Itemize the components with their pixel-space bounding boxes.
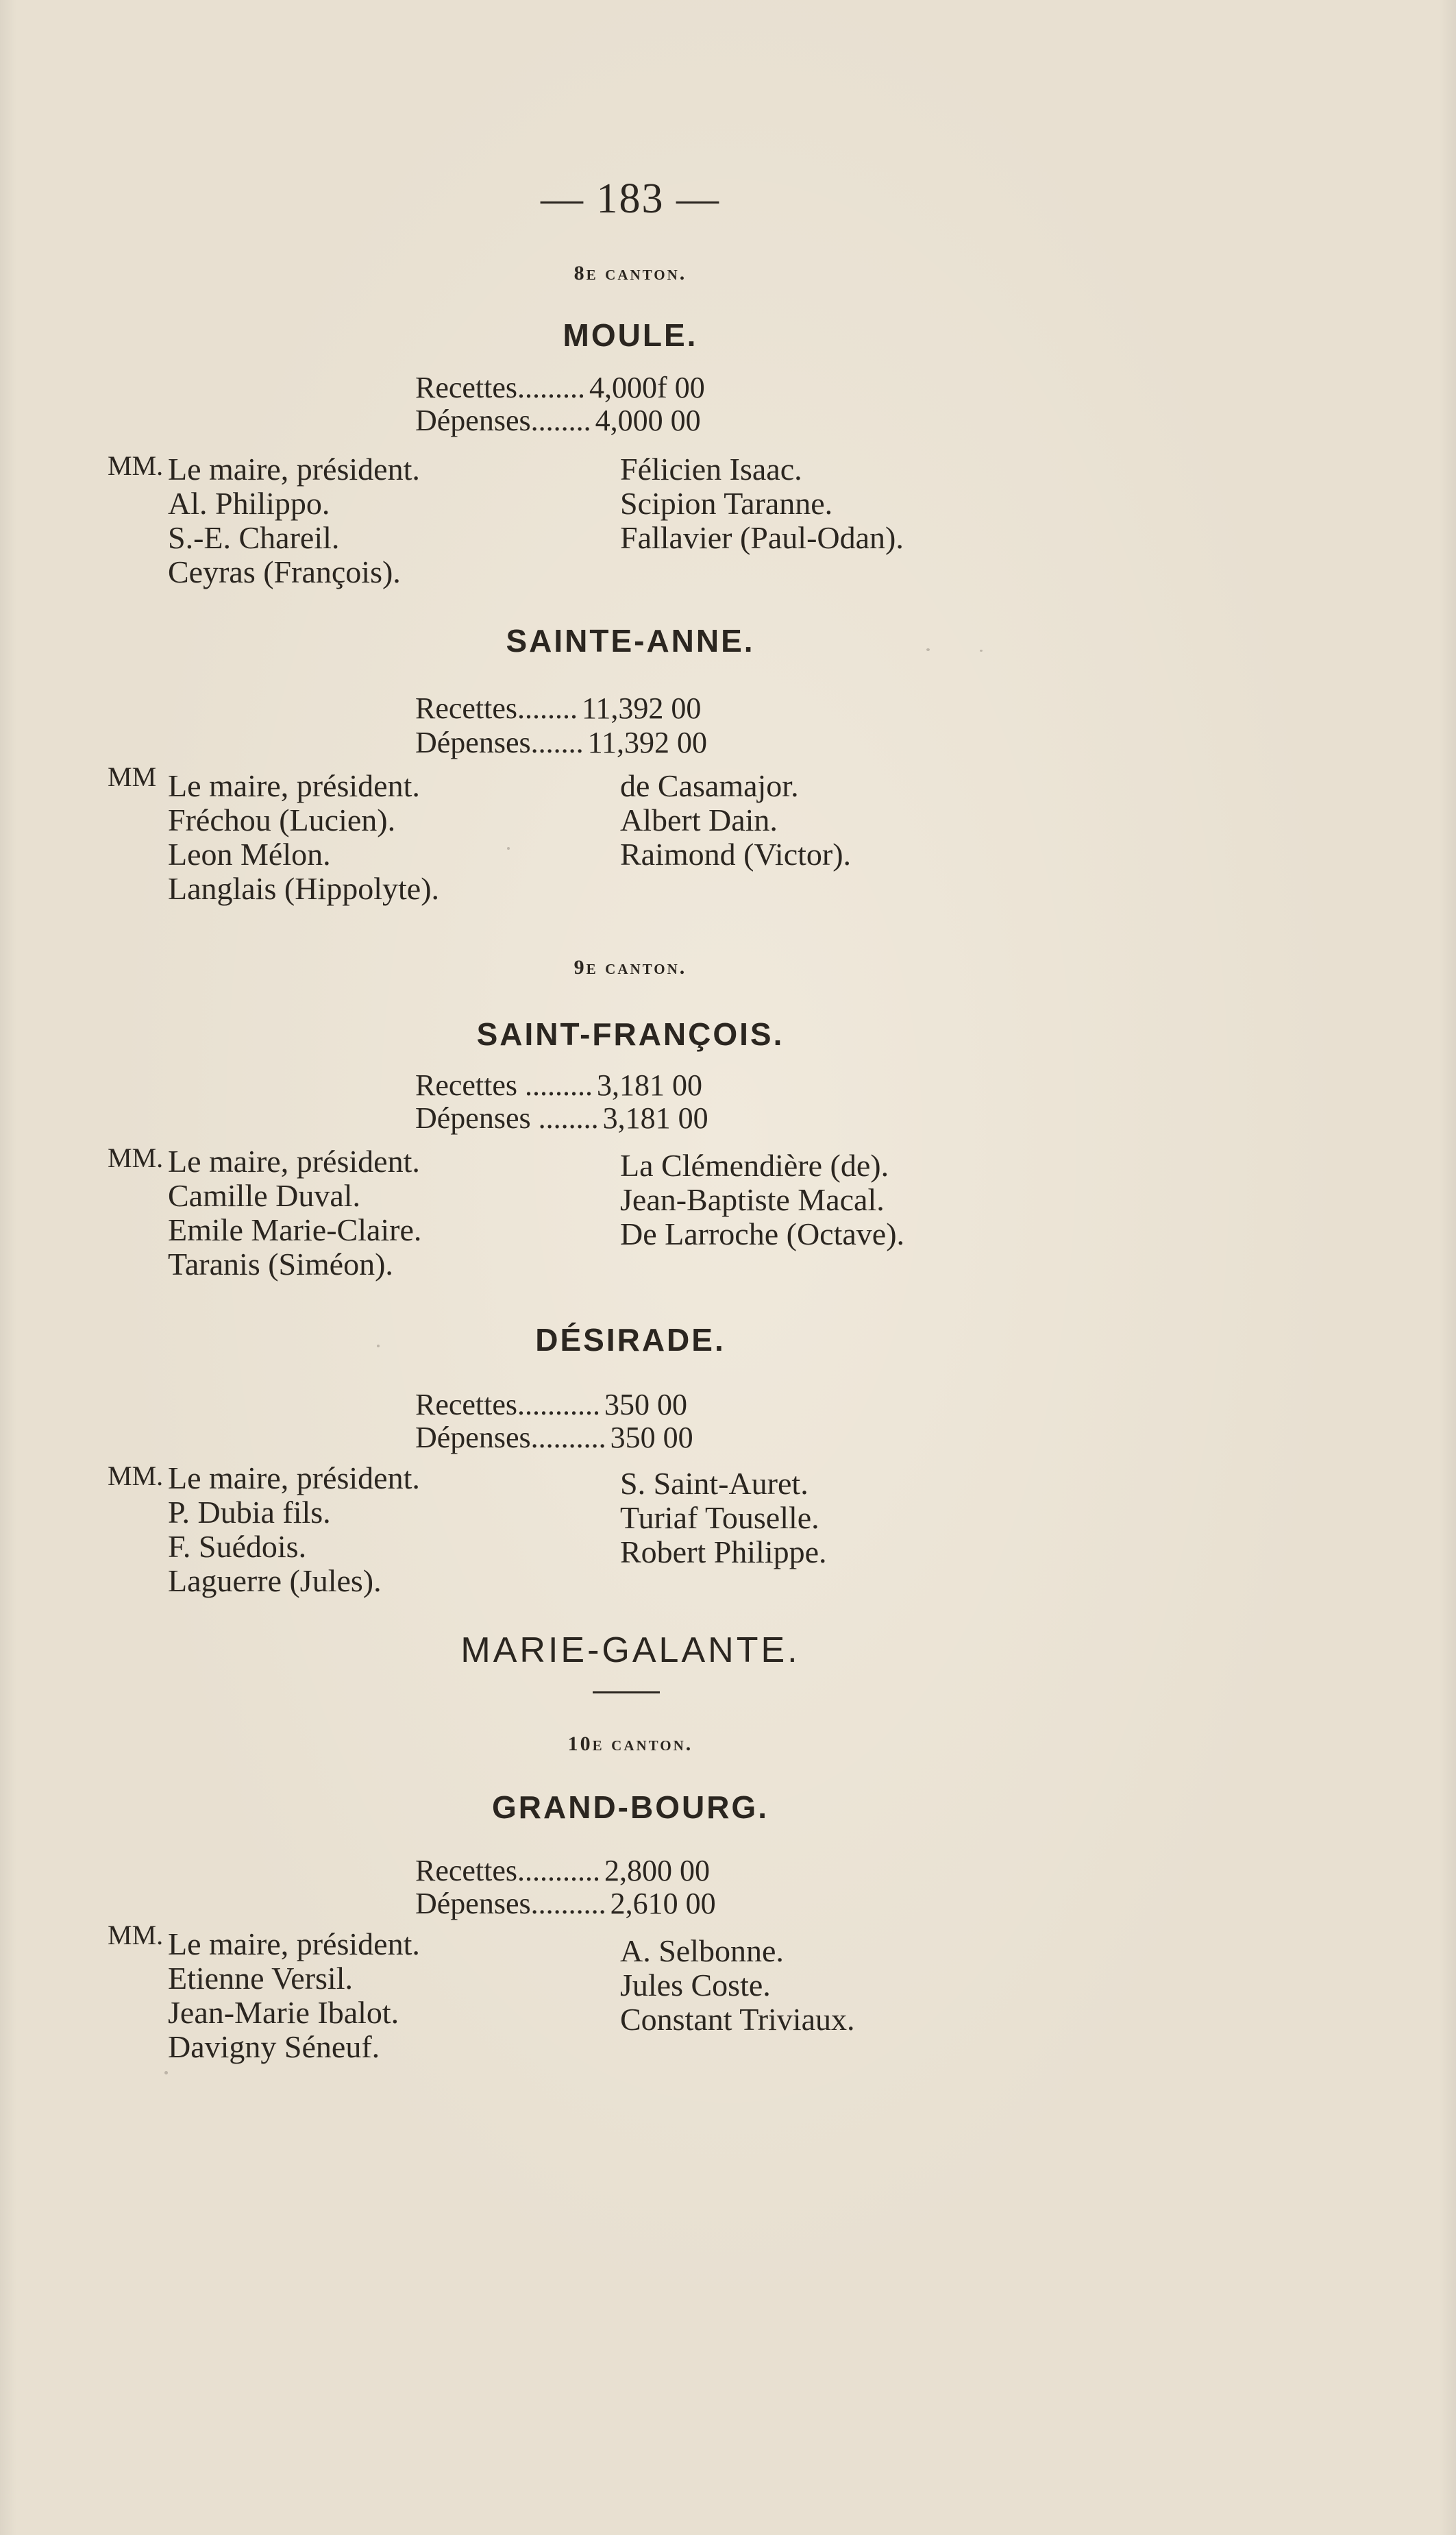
member-right: Raimond (Victor). [620, 837, 852, 872]
paper-speck [926, 648, 930, 651]
depenses-line [415, 725, 707, 760]
commune-heading-moule: MOULE. [563, 317, 698, 353]
member-left: Davigny Séneuf. [168, 2029, 380, 2064]
member-right: Fallavier (Paul-Odan). [620, 520, 904, 555]
recettes-line [415, 1387, 687, 1422]
canton-heading-9: 9e canton. [573, 956, 687, 979]
recettes-label: Recettes......... [415, 371, 586, 404]
depenses-label: Dépenses.......... [415, 1421, 606, 1454]
member-left: Le maire, président. [168, 1926, 420, 1961]
recettes-label: Recettes........... [415, 1388, 601, 1421]
member-right: Robert Philippe. [620, 1534, 827, 1569]
commune-heading-sainte-anne: SAINTE-ANNE. [506, 623, 755, 659]
mm-label: MM. [108, 1920, 164, 1950]
member-right: Jules Coste. [620, 1968, 771, 2003]
mm-label: MM. [108, 1460, 164, 1491]
recettes-amount: 4,000f 00 [589, 371, 705, 404]
commune-heading-grand-bourg: GRAND-BOURG. [492, 1789, 769, 1825]
member-right: Turiaf Touselle. [620, 1500, 819, 1535]
member-right: S. Saint-Auret. [620, 1466, 809, 1501]
depenses-amount: 350 00 [610, 1421, 693, 1454]
recettes-amount: 350 00 [604, 1388, 688, 1421]
member-left: Laguerre (Jules). [168, 1563, 382, 1598]
paper-speck [377, 1345, 380, 1347]
depenses-amount: 3,181 00 [602, 1101, 708, 1135]
page-number: — 183 — [541, 175, 720, 222]
depenses-line [415, 1420, 693, 1455]
depenses-label: Dépenses....... [415, 726, 584, 759]
canton-heading-8: 8e canton. [573, 262, 687, 284]
mm-label: MM. [108, 1142, 164, 1173]
member-left: Al. Philippo. [168, 486, 330, 521]
commune-heading-saint-francois: SAINT-FRANÇOIS. [476, 1016, 785, 1052]
member-left: Langlais (Hippolyte). [168, 871, 440, 906]
member-left: Emile Marie-Claire. [168, 1212, 422, 1247]
recettes-line [415, 1853, 710, 1888]
depenses-amount: 11,392 00 [587, 726, 707, 759]
depenses-line [415, 403, 701, 438]
paper-speck [164, 2071, 168, 2074]
member-left: S.-E. Chareil. [168, 520, 340, 555]
recettes-amount: 11,392 00 [582, 691, 702, 725]
recettes-line [415, 1068, 702, 1103]
member-right: A. Selbonne. [620, 1933, 784, 1968]
member-left: P. Dubia fils. [168, 1495, 331, 1530]
depenses-amount: 2,610 00 [610, 1887, 716, 1920]
depenses-line [415, 1101, 708, 1136]
recettes-label: Recettes........... [415, 1854, 601, 1887]
member-right: Jean-Baptiste Macal. [620, 1182, 885, 1217]
depenses-label: Dépenses ........ [415, 1101, 599, 1135]
heading-rule [593, 1691, 660, 1693]
member-left: Le maire, président. [168, 452, 420, 487]
member-left: Leon Mélon. [168, 837, 331, 872]
region-heading-marie-galante: MARIE-GALANTE. [460, 1630, 800, 1670]
canton-heading-10: 10e canton. [567, 1732, 693, 1755]
recettes-line [415, 691, 701, 726]
member-left: Fréchou (Lucien). [168, 803, 396, 837]
recettes-amount: 3,181 00 [597, 1068, 703, 1102]
member-right: Constant Triviaux. [620, 2002, 855, 2037]
depenses-label: Dépenses........ [415, 404, 591, 437]
mm-label: MM. [108, 450, 164, 481]
mm-label: MM [108, 761, 157, 792]
recettes-line [415, 370, 705, 405]
depenses-amount: 4,000 00 [595, 404, 701, 437]
member-left: Ceyras (François). [168, 554, 401, 589]
member-left: Le maire, président. [168, 768, 420, 803]
paper-speck [980, 650, 983, 652]
recettes-amount: 2,800 00 [604, 1854, 711, 1887]
member-right: Scipion Taranne. [620, 486, 833, 521]
depenses-line [415, 1886, 716, 1921]
member-right: La Clémendière (de). [620, 1148, 889, 1183]
recettes-label: Recettes ......... [415, 1068, 593, 1102]
member-right: De Larroche (Octave). [620, 1216, 905, 1251]
paper-speck [507, 847, 510, 850]
commune-heading-desirade: DÉSIRADE. [535, 1322, 726, 1358]
member-right: Félicien Isaac. [620, 452, 802, 487]
member-right: de Casamajor. [620, 768, 799, 803]
recettes-label: Recettes........ [415, 691, 578, 725]
member-left: Le maire, président. [168, 1460, 420, 1495]
member-right: Albert Dain. [620, 803, 778, 837]
member-left: F. Suédois. [168, 1529, 307, 1564]
member-left: Jean-Marie Ibalot. [168, 1995, 399, 2030]
member-left: Le maire, président. [168, 1144, 420, 1179]
depenses-label: Dépenses.......... [415, 1887, 606, 1920]
member-left: Etienne Versil. [168, 1961, 353, 1996]
member-left: Camille Duval. [168, 1178, 361, 1213]
member-left: Taranis (Siméon). [168, 1247, 393, 1282]
